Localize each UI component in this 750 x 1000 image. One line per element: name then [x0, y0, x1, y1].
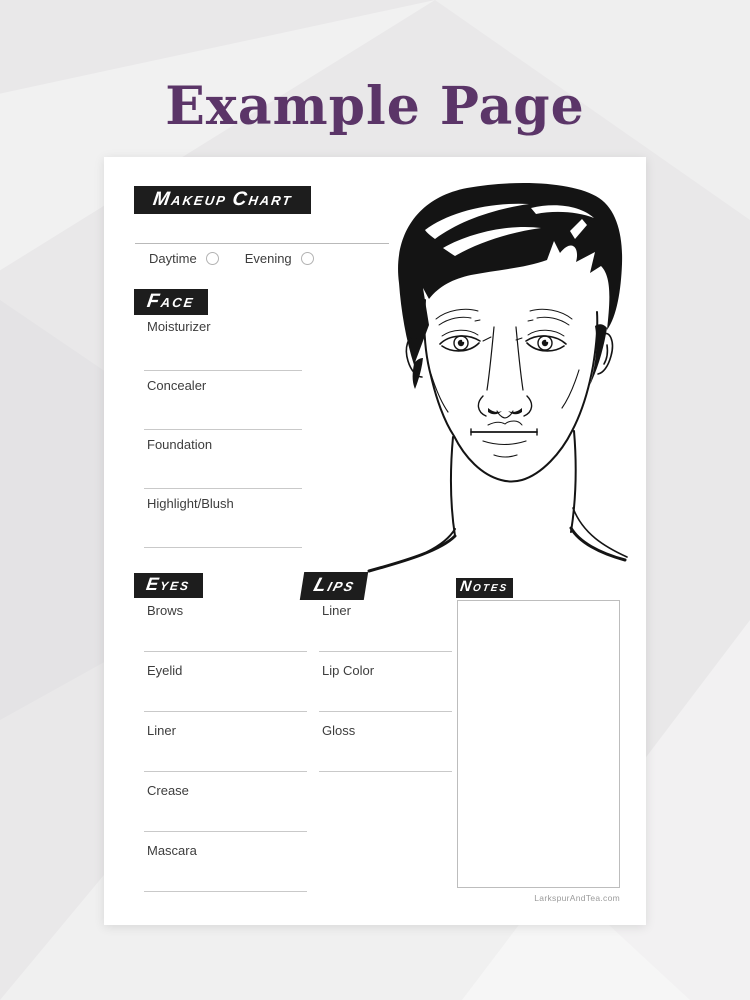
fill-line [319, 771, 452, 772]
header-divider [135, 243, 389, 244]
fill-line [144, 429, 302, 430]
fill-line [144, 711, 307, 712]
fill-line [144, 651, 307, 652]
eyes-item-label: Liner [147, 723, 176, 738]
list-item [144, 494, 302, 553]
list-item [144, 601, 307, 661]
fill-line [144, 771, 307, 772]
fill-line [144, 370, 302, 371]
lips-item-label: Lip Color [322, 663, 375, 678]
face-item-label: Highlight/Blush [147, 496, 234, 511]
makeup-chart-page [104, 157, 646, 925]
lips-section [319, 601, 452, 781]
face-section-header: FACE [134, 289, 208, 315]
lips-section-header: LIPS [300, 572, 368, 600]
page-title: Example Page [165, 76, 585, 137]
time-of-day-options [149, 250, 314, 266]
eyes-item-label: Mascara [147, 843, 197, 858]
face-item-label: Concealer [147, 378, 207, 393]
watermark: LarkspurAndTea.com [534, 893, 620, 903]
list-item [144, 841, 307, 901]
fill-line [144, 891, 307, 892]
fill-line [144, 488, 302, 489]
notes-area[interactable] [457, 600, 620, 888]
notes-section-header: NOTES [456, 578, 513, 598]
list-item [144, 781, 307, 841]
lips-item-label: Gloss [322, 723, 356, 738]
fill-line [319, 711, 452, 712]
face-section [144, 317, 302, 553]
list-item [144, 661, 307, 721]
evening-label: Evening [244, 250, 292, 266]
list-item [319, 661, 452, 721]
eyes-item-label: Eyelid [147, 663, 183, 678]
eyes-item-label: Crease [147, 783, 189, 798]
male-face-line-drawing-svg [379, 178, 659, 623]
face-illustration [379, 178, 659, 623]
fill-line [144, 831, 307, 832]
list-item [144, 435, 302, 494]
list-item [144, 376, 302, 435]
eyes-item-label: Brows [147, 603, 184, 618]
eyes-section [144, 601, 307, 901]
evening-radio[interactable] [301, 252, 314, 265]
eyes-section-header: EYES [134, 573, 203, 598]
fill-line [319, 651, 452, 652]
list-item [144, 721, 307, 781]
lips-item-label: Liner [322, 603, 351, 618]
daytime-radio[interactable] [206, 252, 219, 265]
makeup-chart-header: MAKEUP CHART [134, 186, 311, 214]
list-item [319, 721, 452, 781]
face-item-label: Moisturizer [147, 319, 211, 334]
face-item-label: Foundation [147, 437, 213, 452]
fill-line [144, 547, 302, 548]
list-item [144, 317, 302, 376]
daytime-label: Daytime [149, 250, 197, 266]
